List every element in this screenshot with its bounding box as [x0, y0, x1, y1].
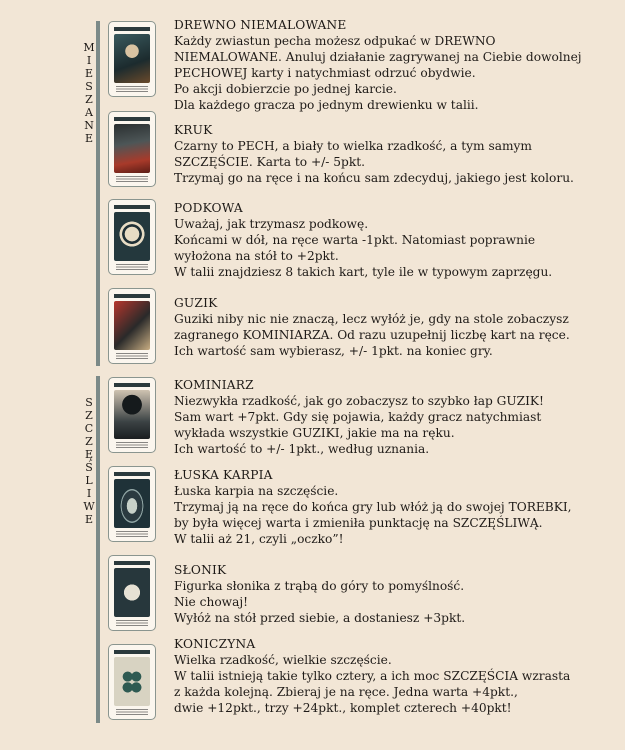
card-text-line: wyłożona na stół to +2pkt.	[174, 249, 339, 263]
section-label-letter: L	[85, 474, 93, 487]
card-text-line: Wielka rzadkość, wielkie szczęście.	[174, 653, 392, 667]
entry-guzik	[174, 295, 614, 359]
card-title: KONICZYNA	[174, 637, 256, 651]
section-label-letter: E	[84, 513, 94, 526]
card-text-line: W talii istnieją takie tylko cztery, a ich moc SZCZĘŚCIA wzrasta	[174, 669, 571, 683]
section-label-letter: Ś	[85, 461, 93, 474]
card-text-line: SZCZĘŚCIE. Karta to +/- 5pkt.	[174, 155, 366, 169]
card-text-line: Wyłóż na stół przed siebie, a dostaniesz +3pkt.	[174, 611, 466, 625]
card-text-line: Nie chowaj!	[174, 595, 249, 609]
card-image-guzik	[108, 288, 156, 364]
entry-koniczyna	[174, 636, 614, 716]
card-text-line: Figurka słonika z trąbą do góry to pomyślność.	[174, 579, 465, 593]
section-label-lucky	[82, 396, 96, 526]
card-text-line: Dla każdego gracza po jednym drewienku w talii.	[174, 98, 479, 112]
section-label-letter: Ę	[84, 448, 94, 461]
card-text-line: Czarny to PECH, a biały to wielka rzadkość, a tym samym	[174, 139, 532, 153]
card-title: KRUK	[174, 123, 213, 137]
card-text-line: NIEMALOWANE. Anuluj działanie zagrywanej na Ciebie dowolnej	[174, 50, 582, 64]
section-label-letter: N	[84, 119, 94, 132]
section-label-letter: S	[85, 80, 93, 93]
section-label-mixed	[82, 41, 96, 145]
card-text-line: Po akcji dobierzcie po jednej karcie.	[174, 82, 397, 96]
card-title: SŁONIK	[174, 563, 227, 577]
card-image-slonik	[108, 555, 156, 631]
card-text-line: PECHOWEJ karty i natychmiast odrzuć obydwie.	[174, 66, 476, 80]
card-image-luska-karpia	[108, 466, 156, 542]
card-text-line: Ich wartość to +/- 1pkt., według uznania.	[174, 442, 430, 456]
card-text-line: z każda kolejną. Zbieraj je na ręce. Jedna warta +4pkt.,	[174, 685, 518, 699]
section-label-letter: I	[86, 54, 92, 67]
card-text-line: W talii aż 21, czyli „oczko”!	[174, 532, 344, 546]
card-text-line: zagranego KOMINIARZA. Od razu uzupełnij liczbę kart na ręce.	[174, 328, 570, 342]
card-image-podkowa	[108, 199, 156, 275]
section-label-letter: I	[86, 487, 92, 500]
card-text-line: Trzymaj go na ręce i na końcu sam zdecyduj, jakiego jest koloru.	[174, 171, 574, 185]
card-text-line: Ich wartość sam wybierasz, +/- 1pkt. na koniec gry.	[174, 344, 493, 358]
section-label-letter: Z	[85, 409, 93, 422]
card-text-line: Uważaj, jak trzymasz podkowę.	[174, 217, 369, 231]
card-image-drewno	[108, 21, 156, 97]
section-label-letter: E	[84, 132, 94, 145]
section-bar-mixed	[96, 21, 100, 366]
card-text-line: wykłada wszystkie GUZIKI, jakie ma na ręku.	[174, 426, 455, 440]
card-text-line: Sam wart +7pkt. Gdy się pojawia, każdy gracz natychmiast	[174, 410, 542, 424]
card-title: GUZIK	[174, 296, 218, 310]
entry-kominiarz	[174, 377, 614, 457]
card-title: ŁUSKA KARPIA	[174, 468, 273, 482]
card-text-line: Łuska karpia na szczęście.	[174, 484, 339, 498]
card-text-line: by była więcej warta i zmieniła punktację na SZCZĘŚLIWĄ.	[174, 516, 543, 530]
card-text-line: Niezwykła rzadkość, jak go zobaczysz to szybko łap GUZIK!	[174, 394, 544, 408]
section-label-letter: Z	[85, 435, 93, 448]
entry-kruk	[174, 122, 614, 186]
card-image-koniczyna	[108, 644, 156, 720]
card-text-line: Trzymaj ją na ręce do końca gry lub włóż ją do swojej TOREBKI,	[174, 500, 572, 514]
card-text-line: W talii znajdziesz 8 takich kart, tyle ile w typowym zaprzęgu.	[174, 265, 553, 279]
card-text-line: Końcami w dół, na ręce warta -1pkt. Natomiast poprawnie	[174, 233, 536, 247]
section-label-letter: A	[85, 106, 93, 119]
section-bar-lucky	[96, 376, 100, 723]
card-title: DREWNO NIEMALOWANE	[174, 18, 347, 32]
card-text-line: Guziki niby nic nie znaczą, lecz wyłóż je, gdy na stole zobaczysz	[174, 312, 569, 326]
card-text-line: dwie +12pkt., trzy +24pkt., komplet czterech +40pkt!	[174, 701, 512, 715]
section-label-letter: E	[84, 67, 94, 80]
card-title: KOMINIARZ	[174, 378, 254, 392]
card-image-kruk	[108, 111, 156, 187]
section-label-letter: Z	[85, 93, 93, 106]
entry-luska-karpia	[174, 467, 614, 547]
section-label-letter: S	[85, 396, 93, 409]
section-label-letter: M	[83, 41, 95, 54]
card-image-kominiarz	[108, 377, 156, 453]
entry-slonik	[174, 562, 614, 626]
card-title: PODKOWA	[174, 201, 243, 215]
card-text-line: Każdy zwiastun pecha możesz odpukać w DREWNO	[174, 34, 496, 48]
entry-drewno	[174, 17, 614, 113]
section-label-letter: W	[83, 500, 95, 513]
entry-podkowa	[174, 200, 614, 280]
section-label-letter: C	[84, 422, 94, 435]
